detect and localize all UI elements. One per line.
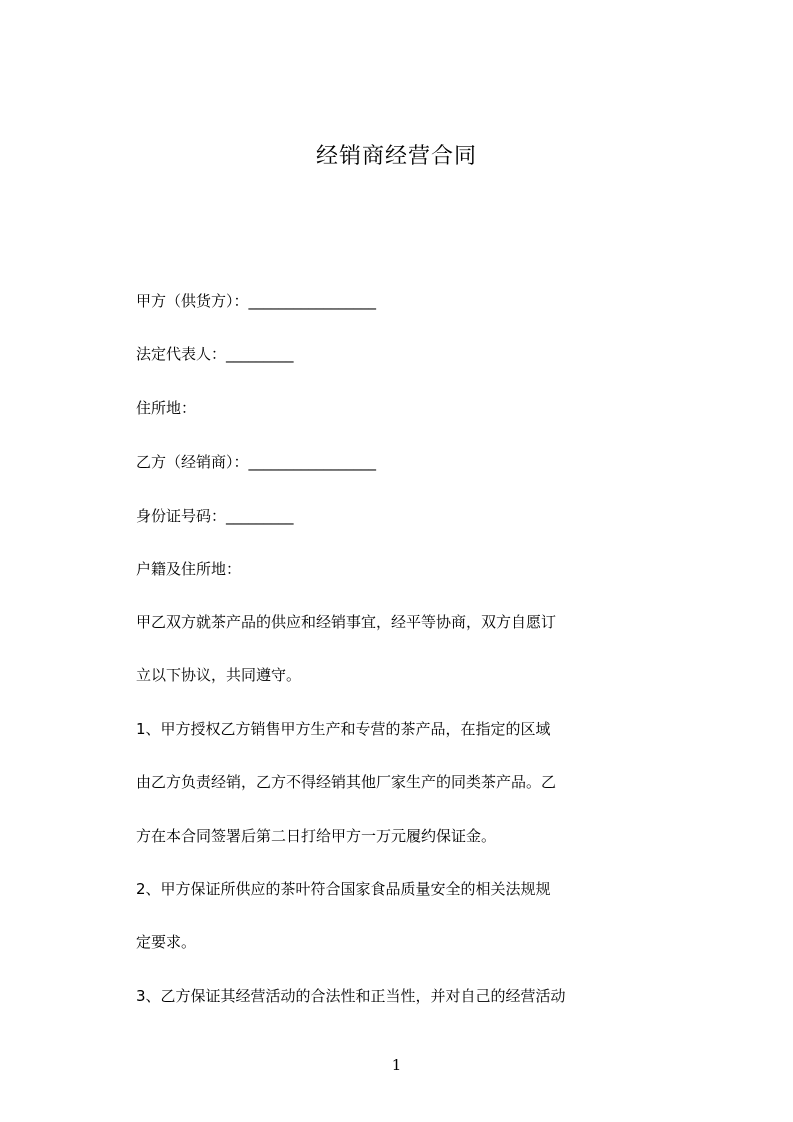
legal-representative-line: 法定代表人：_________ <box>136 345 294 363</box>
preamble-line-1: 甲乙双方就茶产品的供应和经销事宜，经平等协商，双方自愿订 <box>136 613 557 631</box>
clause-2-line-2: 定要求。 <box>136 933 197 951</box>
address-line: 住所地： <box>136 399 197 417</box>
clause-1-line-2: 由乙方负责经销，乙方不得经销其他厂家生产的同类茶产品。乙 <box>136 773 557 791</box>
clause-1-line-1: 1、甲方授权乙方销售甲方生产和专营的茶产品，在指定的区域 <box>136 720 551 738</box>
household-address-line: 户籍及住所地： <box>136 560 242 578</box>
clause-3-line-1: 3、乙方保证其经营活动的合法性和正当性，并对自己的经营活动 <box>136 987 566 1005</box>
document-title: 经销商经营合同 <box>315 144 477 169</box>
preamble-line-2: 立以下协议，共同遵守。 <box>136 666 302 684</box>
id-number-line: 身份证号码：_________ <box>136 507 294 525</box>
page-number: 1 <box>391 1056 402 1074</box>
clause-1-line-3: 方在本合同签署后第二日打给甲方一万元履约保证金。 <box>136 827 497 845</box>
clause-2-line-1: 2、甲方保证所供应的茶叶符合国家食品质量安全的相关法规规 <box>136 880 551 898</box>
party-a-line: 甲方（供货方）：_________________ <box>136 292 377 310</box>
party-b-line: 乙方（经销商）：_________________ <box>136 453 377 471</box>
